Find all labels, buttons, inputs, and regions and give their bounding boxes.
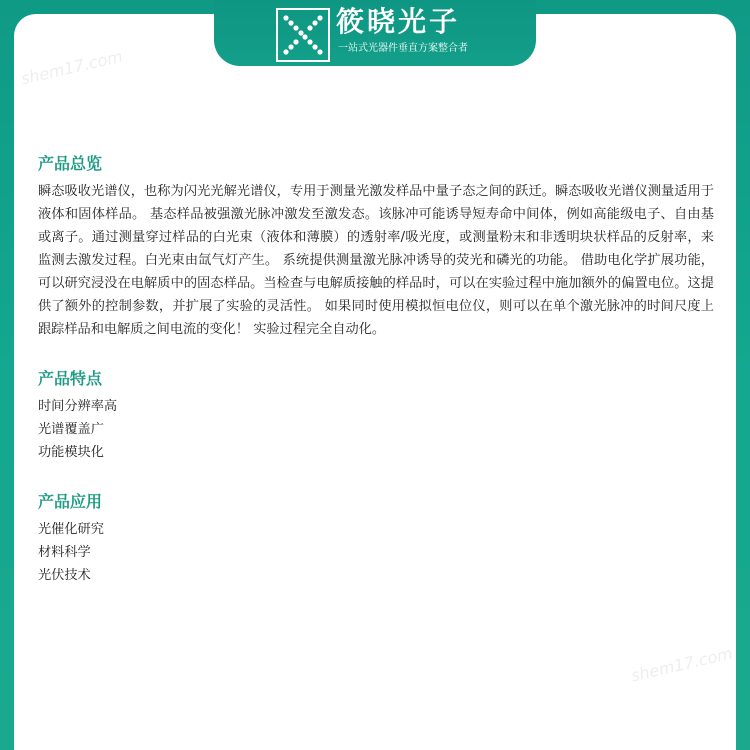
product-description bbox=[38, 152, 714, 613]
features-heading: 产品特点 bbox=[38, 369, 103, 388]
list-item: 光催化研究 bbox=[38, 522, 104, 537]
applications-heading: 产品应用 bbox=[38, 492, 103, 511]
list-item: 时间分辨率高 bbox=[38, 399, 118, 414]
list-item: 光谱覆盖广 bbox=[38, 422, 104, 437]
brand-name: 筱晓光子 bbox=[336, 5, 461, 38]
overview-heading: 产品总览 bbox=[38, 154, 103, 173]
list-item: 功能模块化 bbox=[38, 445, 104, 460]
brand-tagline: 一站式光器件垂直方案整合者 bbox=[338, 43, 468, 54]
features-list bbox=[38, 395, 714, 464]
applications-list bbox=[38, 518, 714, 587]
overview-paragraph: 瞬态吸收光谱仪，也称为闪光光解光谱仪，专用于测量光激发样品中量子态之间的跃迁。瞬态吸收光谱仪测量适用于液体和固体样品。 基态样品被强激光脉冲激发至激发态。该脉冲可能诱导短寿命中间体，例如高能级电子、自由基或离子。通过测量穿过样品的白光束（液体和薄膜）的透射率/吸光度，或测量粉末和非透明块状样品的反射率，来监测去激发过程。白光束由氙气灯产生。 系统提供测量激光脉冲诱导的荧光和磷光的功能。 借助电化学扩展功能，可以研究浸没在电解质中的固态样品。当检查与电解质接触的样品时，可以在实验过程中施加额外的偏置电位。这提供了额外的控制参数，并扩展了实验的灵活性。 如果同时使用模拟恒电位仪，则可以在单个激光脉冲的时间尺度上跟踪样品和电解质之间电流的变化！ 实验过程完全自动化。 bbox=[38, 184, 714, 337]
list-item: 材料科学 bbox=[38, 545, 91, 560]
brand-logo-icon bbox=[276, 8, 330, 62]
list-item: 光伏技术 bbox=[38, 568, 91, 583]
